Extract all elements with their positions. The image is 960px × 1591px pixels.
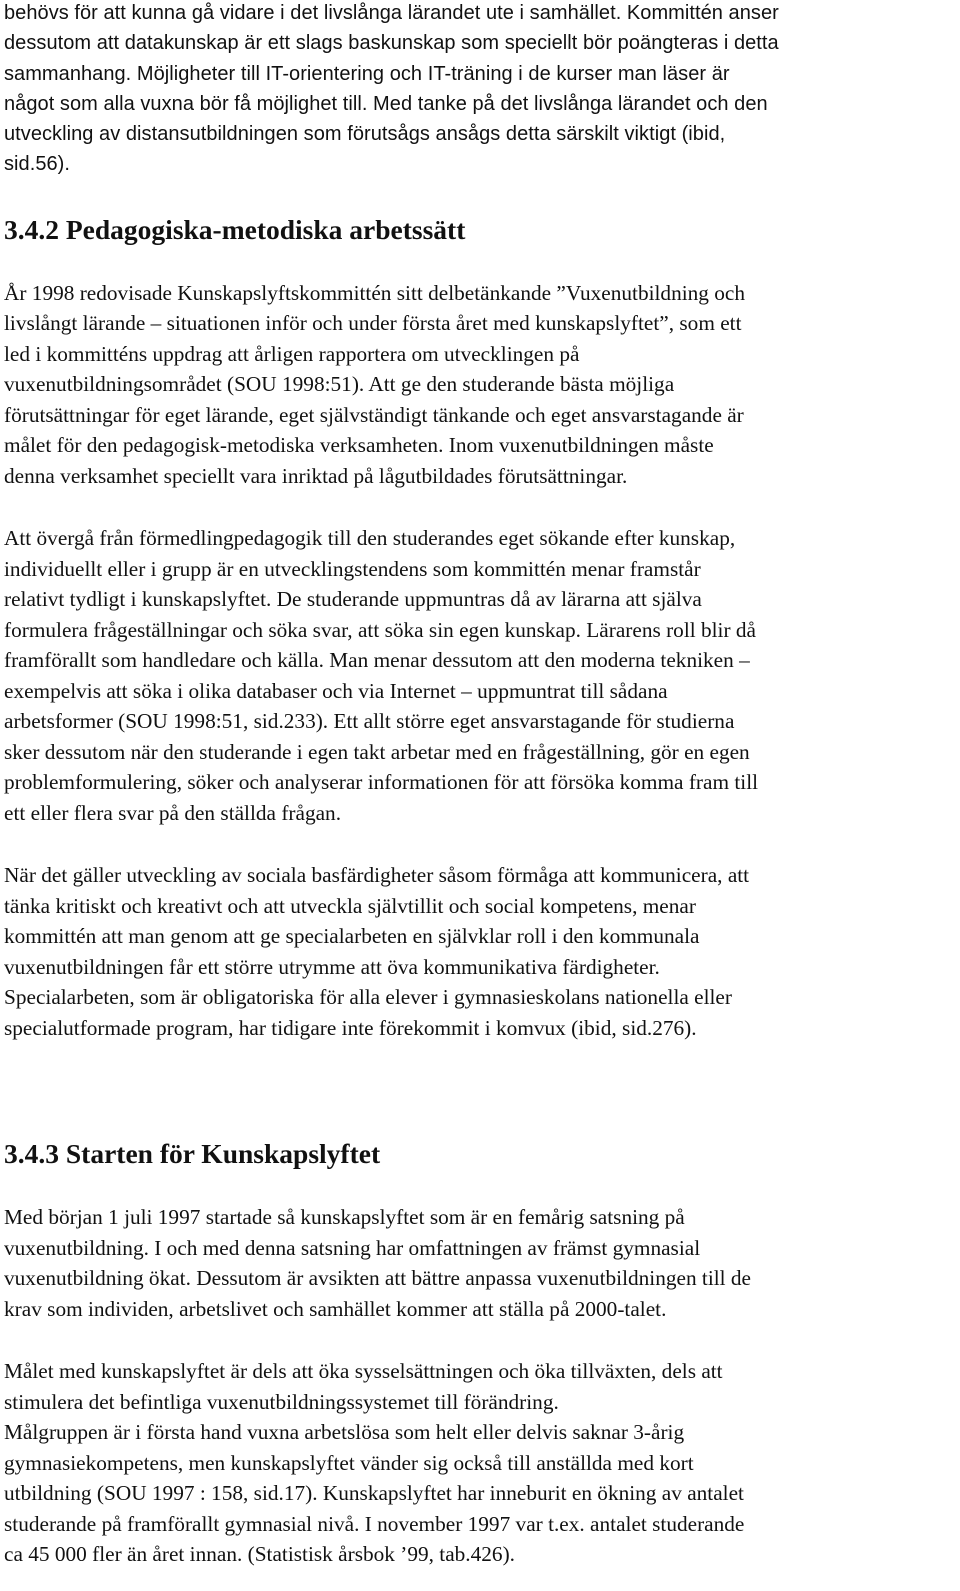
section-heading-342: 3.4.2 Pedagogiska-metodiska arbetssätt — [4, 214, 466, 245]
text-line: utveckling av distansutbildningen som förutsågs ansågs detta särskilt viktigt (ibid, — [4, 123, 726, 145]
text-line: arbetsformer (SOU 1998:51, sid.233). Ett allt större eget ansvarstagande för studierna — [4, 709, 735, 733]
text-line: vuxenutbildningsområdet (SOU 1998:51). Att ge den studerande bästa möjliga — [4, 372, 675, 396]
text-line: dessutom att datakunskap är ett slags baskunskap som speciellt bör poängteras i detta — [4, 32, 779, 54]
text-line: stimulera det befintliga vuxenutbildningssystemet till förändring. — [4, 1390, 559, 1414]
text-line: sker dessutom när den studerande i egen takt arbetar med en frågeställning, gör en egen — [4, 740, 750, 764]
text-line: Målet med kunskapslyftet är dels att öka sysselsättningen och öka tillväxten, dels att — [4, 1359, 723, 1383]
text-line: studerande på framförallt gymnasial nivå. I november 1997 var t.ex. antalet studerande — [4, 1512, 745, 1536]
text-line: vuxenutbildning ökat. Dessutom är avsikten att bättre anpassa vuxenutbildningen till de — [4, 1266, 752, 1290]
text-line: sid.56). — [4, 153, 70, 175]
text-line: formulera frågeställningar och söka svar, att söka sin egen kunskap. Lärarens roll blir då — [4, 618, 756, 642]
text-line: framförallt som handledare och källa. Man menar dessutom att den moderna tekniken – — [4, 648, 750, 672]
text-line: förutsättningar för eget lärande, eget självständigt tänkande och eget ansvarstagande är — [4, 403, 744, 427]
text-line: gymnasiekompetens, men kunskapslyftet vänder sig också till anställda med kort — [4, 1451, 694, 1475]
text-line: vuxenutbildningen får ett större utrymme att öva kommunikativa färdigheter. — [4, 955, 660, 979]
text-line: sammanhang. Möjligheter till IT-orientering och IT-träning i de kurser man läser är — [4, 63, 730, 85]
text-line: Med början 1 juli 1997 startade så kunskapslyftet som är en femårig satsning på — [4, 1205, 685, 1229]
text-line: krav som individen, arbetslivet och samhället kommer att ställa på 2000-talet. — [4, 1297, 667, 1321]
text-line: Målgruppen är i första hand vuxna arbetslösa som helt eller delvis saknar 3-årig — [4, 1420, 685, 1444]
text-line: vuxenutbildning. I och med denna satsning har omfattningen av främst gymnasial — [4, 1236, 701, 1260]
text-line: behövs för att kunna gå vidare i det livslånga lärandet ute i samhället. Kommittén anser — [4, 2, 779, 24]
text-line: problemformulering, söker och analyserar informationen för att försöka komma fram till — [4, 770, 759, 794]
text-line: utbildning (SOU 1997 : 158, sid.17). Kunskapslyftet har inneburit en ökning av antalet — [4, 1481, 744, 1505]
section-heading-343: 3.4.3 Starten för Kunskapslyftet — [4, 1138, 381, 1169]
text-line: kommittén att man genom att ge specialarbeten en självklar roll i den kommunala — [4, 924, 700, 948]
text-line: exempelvis att söka i olika databaser och via Internet – uppmuntrat till sådana — [4, 679, 668, 703]
text-line: År 1998 redovisade Kunskapslyftskommittén sitt delbetänkande ”Vuxenutbildning och — [4, 281, 746, 305]
text-line: individuellt eller i grupp är en utvecklingstendens som kommittén menar framstår — [4, 557, 701, 581]
text-line: målet för den pedagogisk-metodiska verksamheten. Inom vuxenutbildningen måste — [4, 433, 714, 457]
text-line: specialutformade program, har tidigare inte förekommit i komvux (ibid, sid.276). — [4, 1016, 697, 1040]
text-line: denna verksamhet speciellt vara inriktad på lågutbildades förutsättningar. — [4, 464, 628, 488]
text-line: något som alla vuxna bör få möjlighet till. Med tanke på det livslånga lärandet och den — [4, 93, 768, 115]
text-line: Specialarbeten, som är obligatoriska för alla elever i gymnasieskolans nationella eller — [4, 985, 732, 1009]
text-line: livslångt lärande – situationen inför och under första året med kunskapslyftet”, som ett — [4, 311, 742, 335]
text-line: Att övergå från förmedlingpedagogik till den studerandes eget sökande efter kunskap, — [4, 526, 736, 550]
text-line: relativt tydligt i kunskapslyftet. De studerande uppmuntras då av lärarna att själva — [4, 587, 702, 611]
text-line: ett eller flera svar på den ställda frågan. — [4, 801, 342, 825]
text-line: led i kommitténs uppdrag att årligen rapportera om utvecklingen på — [4, 342, 580, 366]
text-line: ca 45 000 fler än året innan. (Statistisk årsbok ’99, tab.426). — [4, 1542, 515, 1566]
text-line: När det gäller utveckling av sociala basfärdigheter såsom förmåga att kommunicera, att — [4, 863, 750, 887]
text-line: tänka kritiskt och kreativt och att utveckla självtillit och social kompetens, menar — [4, 894, 696, 918]
